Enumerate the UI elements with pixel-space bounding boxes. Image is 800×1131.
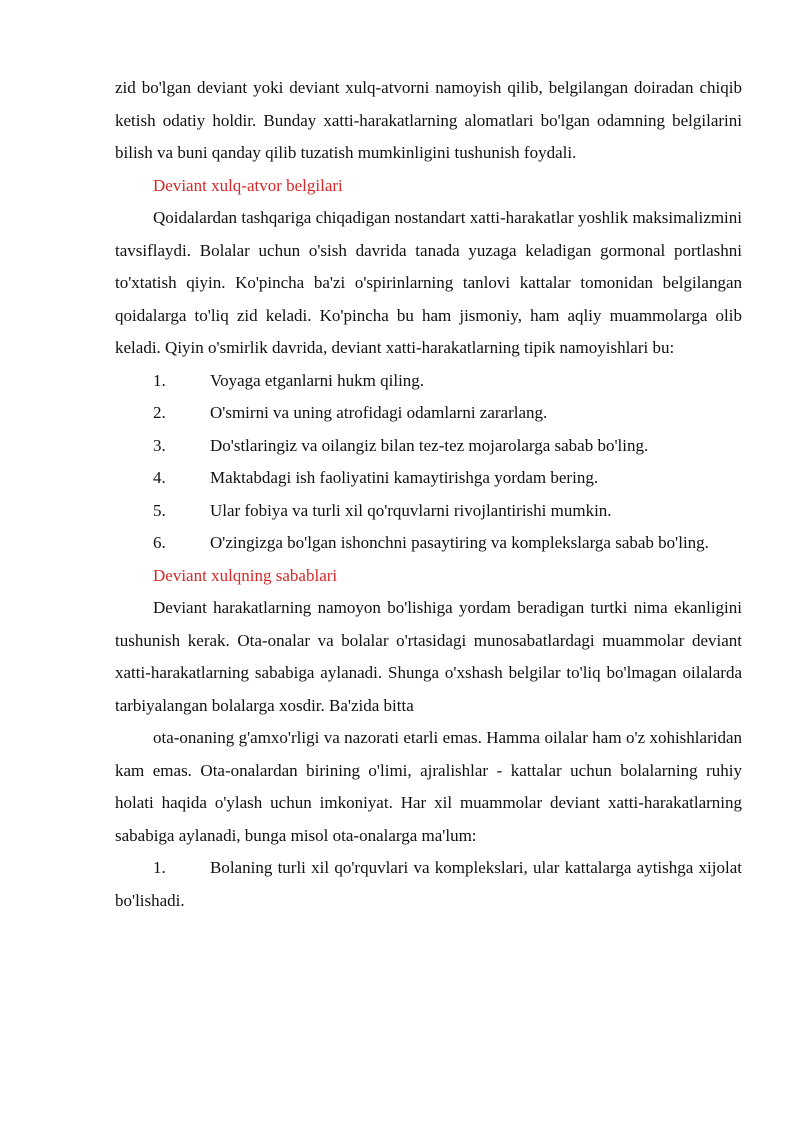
list-item — [115, 495, 742, 528]
document-page — [115, 72, 742, 917]
list-item-text: Ular fobiya va turli xil qo'rquvlarni rivojlantirishi mumkin. — [210, 500, 612, 520]
intro-paragraph: zid bo'lgan deviant yoki deviant xulq-atvorni namoyish qilib, belgilangan doiradan chiqib ketish odatiy holdir. Bunday xatti-harakatlarning alomatlari bo'lgan odamning belgilarini bilish va buni qanday qilib tuzatish mumkinligini tushunish foydali. — [115, 78, 742, 162]
list-item — [115, 397, 742, 430]
list-item-text: Voyaga etganlarni hukm qiling. — [210, 370, 425, 390]
causes-paragraph: Deviant harakatlarning namoyon bo'lishiga yordam beradigan turtki nima ekanligini tushunish kerak. Ota-onalar va bolalar o'rtasidagi munosabatlardagi muammolar deviant xatti-harakatlarning sababiga aylanadi. Shunga o'xshash belgilar to'liq bo'lmagan oilalarda tarbiyalangan bolalarga xosdir. Ba'zida bitta — [115, 598, 742, 715]
list-item — [115, 462, 742, 495]
list-item-number: 5. — [153, 500, 166, 520]
list-item-text: Bolaning turli xil qo'rquvlari va komplekslari, ular kattalarga aytishga xijolat bo'lishadi. — [115, 858, 742, 910]
list-item-text: O'zingizga bo'lgan ishonchni pasaytiring va komplekslarga sabab bo'ling. — [210, 533, 709, 552]
list-item-number: 6. — [153, 533, 166, 552]
causes-paragraph-continued: ota-onaning g'amxo'rligi va nazorati etarli emas. Hamma oilalar ham o'z xohishlaridan kam emas. Ota-onalardan birining o'limi, ajralishlar - kattalar uchun bolalarning ruhiy holati haqida o'ylash uchun imkoniyat. Har xil muammolar deviant xatti-harakatlarning sababiga aylanadi, bunga misol ota-onalarga ma'lum: — [115, 728, 742, 845]
signs-paragraph: Qoidalardan tashqariga chiqadigan nostandart xatti-harakatlar yoshlik maksimalizmini tavsiflaydi. Bolalar uchun o'sish davrida tanada yuzaga keladigan gormonal portlashni to'xtatish qiyin. Ko'pincha ba'zi o'spirinlarning tanlovi kattalar tomonidan belgilangan qoidalarga to'liq zid keladi. Ko'pincha bu ham jismoniy, ham aqliy muammolarga olib keladi. Qiyin o'smirlik davrida, deviant xatti-harakatlarning tipik namoyishlari bu: — [115, 208, 742, 357]
list-item — [115, 365, 742, 398]
section-heading-signs: Deviant xulq-atvor belgilari — [153, 175, 343, 195]
section-heading-causes: Deviant xulqning sabablari — [153, 565, 338, 585]
list-item — [115, 527, 742, 560]
list-item-number: 1. — [153, 858, 166, 877]
list-item-number: 1. — [153, 370, 166, 390]
list-item-text: O'smirni va uning atrofidagi odamlarni zararlang. — [210, 403, 548, 422]
signs-list — [115, 365, 742, 560]
list-item-text: Do'stlaringiz va oilangiz bilan tez-tez mojarolarga sabab bo'ling. — [210, 435, 649, 455]
list-item-number: 4. — [153, 468, 166, 487]
causes-list — [115, 852, 742, 917]
list-item-number: 2. — [153, 403, 166, 422]
list-item — [115, 430, 742, 463]
list-item-number: 3. — [153, 435, 166, 455]
list-item — [115, 852, 742, 917]
list-item-text: Maktabdagi ish faoliyatini kamaytirishga yordam bering. — [210, 468, 599, 487]
